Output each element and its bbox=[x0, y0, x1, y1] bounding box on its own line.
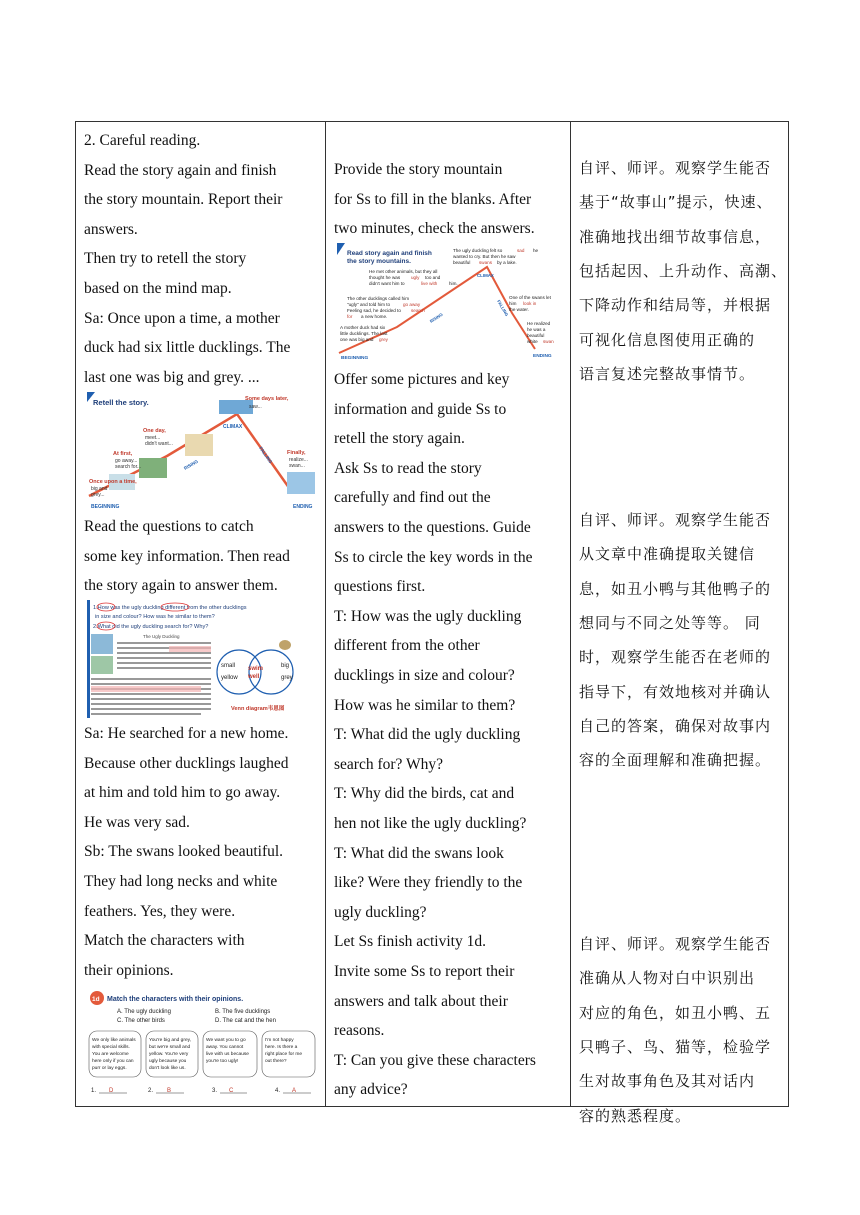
text-line: T: What did the ugly duckling bbox=[334, 726, 521, 744]
assessment-line: 容的熟悉程度。 bbox=[579, 1106, 692, 1125]
mountain-text: he was a bbox=[527, 327, 546, 332]
text-line: Match the characters with bbox=[84, 932, 245, 950]
answer-goaway: go away bbox=[403, 302, 421, 307]
assessment-line: 自评、师评。观察学生能否 bbox=[579, 935, 772, 953]
assessment-line: 息，如丑小鸭与其他鸭子的 bbox=[579, 579, 772, 598]
answer-ugly: ugly bbox=[411, 275, 420, 280]
mountain-text: one was big and bbox=[340, 337, 374, 342]
assessment-line: 从文章中准确提取关键信 bbox=[579, 545, 756, 564]
text-line: Read the questions to catch bbox=[84, 518, 254, 535]
somedays-text: saw... bbox=[249, 404, 262, 410]
text-line: retell the story again. bbox=[334, 430, 465, 448]
speech-bubble-text: live with us because bbox=[206, 1052, 249, 1057]
text-line: Provide the story mountain bbox=[334, 161, 503, 178]
first-text: search for... bbox=[115, 464, 142, 470]
assessment-line: 准确从人物对白中识别出 bbox=[579, 969, 756, 988]
venn-swim: swim bbox=[248, 666, 264, 672]
answer-sad: sad bbox=[517, 248, 525, 253]
mountain-title: Read story again and finish bbox=[347, 250, 432, 257]
speech-bubble-text: You are welcome bbox=[92, 1052, 129, 1057]
assessment-line: 准确地找出细节故事信息， bbox=[579, 227, 772, 246]
mountain-text: The ugly duckling felt so bbox=[453, 248, 503, 253]
oneday-text: meet... bbox=[145, 435, 161, 441]
once-text: big and bbox=[91, 486, 108, 492]
column-divider bbox=[325, 122, 326, 1106]
venn-question-1: 1.How was the ugly duckling different from the other ducklings bbox=[93, 605, 247, 611]
assessment-line: 时，观察学生能否在老师的 bbox=[579, 648, 772, 667]
mountain-text: "ugly" and told him to bbox=[347, 302, 391, 307]
speech-bubble-text: with special skills. bbox=[92, 1045, 130, 1050]
mountain-text: the water. bbox=[509, 307, 529, 312]
assessment-line: 指导下，有效地核对并确认 bbox=[579, 682, 772, 701]
assessment-line: 对应的角色，如丑小鸭、五 bbox=[579, 1003, 772, 1022]
assessment-line: 生对故事角色及其对话内 bbox=[579, 1072, 756, 1091]
match-number: 3. bbox=[212, 1088, 218, 1094]
text-line: T: Why did the birds, cat and bbox=[334, 785, 515, 803]
mountain-text: Feeling sad, he decided to bbox=[347, 308, 401, 313]
rising-label: RISING bbox=[183, 458, 199, 471]
answer-search: search bbox=[411, 308, 425, 313]
somedays-label: Some days later, bbox=[245, 396, 289, 402]
speech-bubble-text: We only like animals bbox=[92, 1038, 136, 1043]
speech-bubble-text: ugly because you bbox=[149, 1059, 187, 1064]
answer-swan: swan bbox=[543, 339, 554, 344]
assessment-line: 自评、师评。观察学生能否 bbox=[579, 159, 772, 177]
column-divider bbox=[570, 122, 571, 1106]
speech-bubble-text: yellow. You're very bbox=[149, 1052, 189, 1057]
mountain-text: The other ducklings called him bbox=[347, 296, 410, 301]
mountain-text: He met other animals, but they all bbox=[369, 269, 438, 274]
text-line: information and guide Ss to bbox=[334, 400, 507, 418]
speech-bubble-text: here. Is there a bbox=[265, 1045, 298, 1050]
ending-label: ENDING bbox=[533, 354, 552, 359]
assessment-line: 下降动作和结局等，并根据 bbox=[579, 296, 772, 315]
mountain-text: didn't want him to bbox=[369, 281, 405, 286]
beginning-label: BEGINNING bbox=[91, 504, 120, 510]
retell-story-figure bbox=[87, 392, 317, 510]
oneday-text: didn't want... bbox=[145, 441, 173, 447]
venn-grey: grey bbox=[281, 675, 293, 681]
answer-grey: grey bbox=[379, 337, 388, 342]
mountain-text: him. bbox=[449, 281, 458, 286]
speech-bubble-text: right place for me bbox=[265, 1052, 303, 1057]
option-c: C. The other birds bbox=[117, 1018, 165, 1024]
story-mountain-figure bbox=[337, 243, 563, 361]
option-b: B. The five ducklings bbox=[215, 1009, 271, 1015]
assessment-line: 可视化信息图使用正确的 bbox=[579, 330, 756, 349]
falling-label: FALLING bbox=[496, 299, 510, 318]
answer-livewith: live with bbox=[421, 281, 438, 286]
text-line: reasons. bbox=[334, 1022, 385, 1040]
assessment-line: 基于“故事山”提示，快速、 bbox=[579, 193, 773, 212]
venn-question-2: 2.What did the ugly duckling search for? Why? bbox=[93, 624, 209, 630]
text-line: They had long necks and white bbox=[84, 873, 278, 890]
assessment-line: 自评、师评。观察学生能否 bbox=[579, 511, 772, 529]
text-line: last one was big and grey. ... bbox=[84, 368, 260, 386]
text-line: for Ss to fill in the blanks. After bbox=[334, 190, 532, 208]
text-line: hen not like the ugly duckling? bbox=[334, 815, 527, 832]
speech-bubble-text: away. You cannot bbox=[206, 1045, 244, 1050]
activity-number: 1d bbox=[92, 996, 100, 1003]
text-line: ducklings in size and colour? bbox=[334, 667, 515, 684]
mountain-text: One of the swans let bbox=[509, 295, 551, 300]
finally-text: realize... bbox=[289, 457, 308, 463]
speech-bubble-text: here only if you can bbox=[92, 1059, 134, 1064]
venn-question-1b: in size and colour? How was he similar to them? bbox=[95, 614, 215, 620]
text-line: Because other ducklings laughed bbox=[84, 754, 289, 772]
retell-title: Retell the story. bbox=[93, 398, 149, 407]
text-line: Ask Ss to read the story bbox=[334, 459, 482, 477]
match-number: 1. bbox=[91, 1088, 97, 1094]
option-a: A. The ugly duckling bbox=[117, 1009, 171, 1015]
assessment-line: 想同与不同之处等等。 同 bbox=[579, 613, 761, 632]
speech-bubble-text: but we're small and bbox=[149, 1045, 191, 1050]
text-line: answers and talk about their bbox=[334, 992, 508, 1010]
mountain-text: beautiful bbox=[527, 333, 545, 338]
speech-bubble-text: you're too ugly! bbox=[206, 1059, 239, 1064]
speech-bubble-text: out there? bbox=[265, 1059, 287, 1064]
text-line: questions first. bbox=[334, 578, 426, 596]
answer-for: for bbox=[347, 314, 353, 319]
text-line: different from the other bbox=[334, 637, 480, 655]
match-number: 4. bbox=[275, 1088, 281, 1094]
text-line: 2. Careful reading. bbox=[84, 132, 201, 149]
venn-small: small bbox=[221, 663, 236, 669]
speech-bubble-text: purr or lay eggs. bbox=[92, 1066, 127, 1071]
match-answer: C bbox=[229, 1088, 234, 1094]
falling-label: FALLING bbox=[258, 445, 274, 465]
assessment-line: 容的全面理解和准确把握。 bbox=[579, 751, 772, 770]
finally-label: Finally, bbox=[287, 450, 306, 456]
answer-lookin: look in bbox=[523, 301, 537, 306]
finally-text: swan... bbox=[289, 463, 305, 469]
text-line: some key information. Then read bbox=[84, 547, 290, 565]
mountain-text: thought he was bbox=[369, 275, 401, 280]
venn-diagram-figure bbox=[87, 600, 313, 718]
mountain-text: A mother duck had six bbox=[340, 325, 386, 330]
match-number: 2. bbox=[148, 1088, 154, 1094]
text-line: Ss to circle the key words in the bbox=[334, 548, 533, 566]
text-line: any advice? bbox=[334, 1081, 408, 1099]
mountain-text: white bbox=[527, 339, 538, 344]
oneday-label: One day, bbox=[143, 428, 166, 434]
text-line: feathers. Yes, they were. bbox=[84, 902, 236, 920]
venn-label: Venn diagram韦恩图 bbox=[231, 706, 285, 712]
text-line: at him and told him to go away. bbox=[84, 784, 281, 802]
mountain-text: wanted to cry. But then he saw bbox=[453, 254, 516, 259]
beginning-label: BEGINNING bbox=[341, 356, 369, 361]
text-line: Invite some Ss to report their bbox=[334, 963, 515, 980]
speech-bubble-text: I'm not happy bbox=[265, 1038, 294, 1043]
assessment-line: 语言复述完整故事情节。 bbox=[579, 364, 756, 383]
once-text: grey... bbox=[91, 492, 105, 498]
speech-bubble-text: don't look like us. bbox=[149, 1066, 186, 1071]
mountain-title: the story mountains. bbox=[347, 258, 411, 265]
text-line: He was very sad. bbox=[84, 813, 190, 831]
text-line: T: How was the ugly duckling bbox=[334, 607, 522, 625]
mountain-text: He realized bbox=[527, 321, 551, 326]
speech-bubble-text: We want you to go bbox=[206, 1038, 246, 1043]
match-answer: A bbox=[292, 1088, 297, 1094]
assessment-line: 自己的答案，确保对故事内 bbox=[579, 716, 772, 735]
first-label: At first, bbox=[113, 451, 133, 457]
match-answer: B bbox=[167, 1088, 172, 1094]
text-line: Sb: The swans looked beautiful. bbox=[84, 843, 284, 861]
mountain-text: him bbox=[509, 301, 517, 306]
text-line: like? Were they friendly to the bbox=[334, 874, 523, 892]
climax-label: CLIMAX bbox=[223, 424, 243, 430]
first-text: go away... bbox=[115, 458, 138, 464]
text-line: based on the mind map. bbox=[84, 280, 232, 297]
text-line: carefully and find out the bbox=[334, 489, 491, 507]
match-activity-figure bbox=[87, 989, 317, 1101]
text-line: Offer some pictures and key bbox=[334, 371, 510, 388]
venn-big: big bbox=[281, 663, 290, 669]
mountain-text: a new home. bbox=[361, 314, 388, 319]
text-line: the story again to answer them. bbox=[84, 577, 278, 595]
once-label: Once upon a time, bbox=[89, 479, 137, 485]
text-line: two minutes, check the answers. bbox=[334, 220, 535, 238]
text-line: How was he similar to them? bbox=[334, 696, 516, 714]
ending-label: ENDING bbox=[293, 504, 313, 510]
text-line: ugly duckling? bbox=[334, 903, 427, 921]
text-line: Read the story again and finish bbox=[84, 161, 277, 179]
mountain-text: too and bbox=[425, 275, 441, 280]
rising-label: RISING bbox=[428, 311, 444, 324]
text-line: answers to the questions. Guide bbox=[334, 519, 531, 536]
match-answer: D bbox=[109, 1088, 114, 1094]
mountain-text: beautiful bbox=[453, 260, 471, 265]
venn-yellow: yellow bbox=[221, 675, 238, 681]
mountain-text: he bbox=[533, 248, 539, 253]
text-line: T: Can you give these characters bbox=[334, 1051, 536, 1069]
text-line: Sa: He searched for a new home. bbox=[84, 725, 289, 742]
text-line: Sa: Once upon a time, a mother bbox=[84, 309, 280, 327]
story-title: The Ugly Duckling bbox=[143, 634, 180, 639]
text-line: their opinions. bbox=[84, 961, 174, 979]
answer-swans: swans bbox=[479, 260, 493, 265]
assessment-line: 包括起因、上升动作、高潮、 bbox=[579, 261, 788, 280]
assessment-line: 只鸭子、鸟、猫等，检验学 bbox=[579, 1037, 772, 1056]
text-line: answers. bbox=[84, 220, 138, 238]
speech-bubble-text: You're big and grey, bbox=[149, 1038, 191, 1043]
option-d: D. The cat and the hen bbox=[215, 1018, 276, 1024]
mountain-text: little ducklings. The last bbox=[340, 331, 388, 336]
text-line: Then try to retell the story bbox=[84, 250, 247, 268]
match-title: Match the characters with their opinions. bbox=[107, 996, 244, 1003]
text-line: Let Ss finish activity 1d. bbox=[334, 933, 486, 951]
text-line: duck had six little ducklings. The bbox=[84, 339, 291, 357]
venn-well: well bbox=[248, 674, 260, 680]
text-line: search for? Why? bbox=[334, 755, 444, 773]
climax-label: CLIMAX bbox=[477, 273, 494, 278]
text-line: the story mountain. Report their bbox=[84, 191, 283, 209]
mountain-text: by a lake. bbox=[497, 260, 517, 265]
text-line: T: What did the swans look bbox=[334, 844, 504, 862]
